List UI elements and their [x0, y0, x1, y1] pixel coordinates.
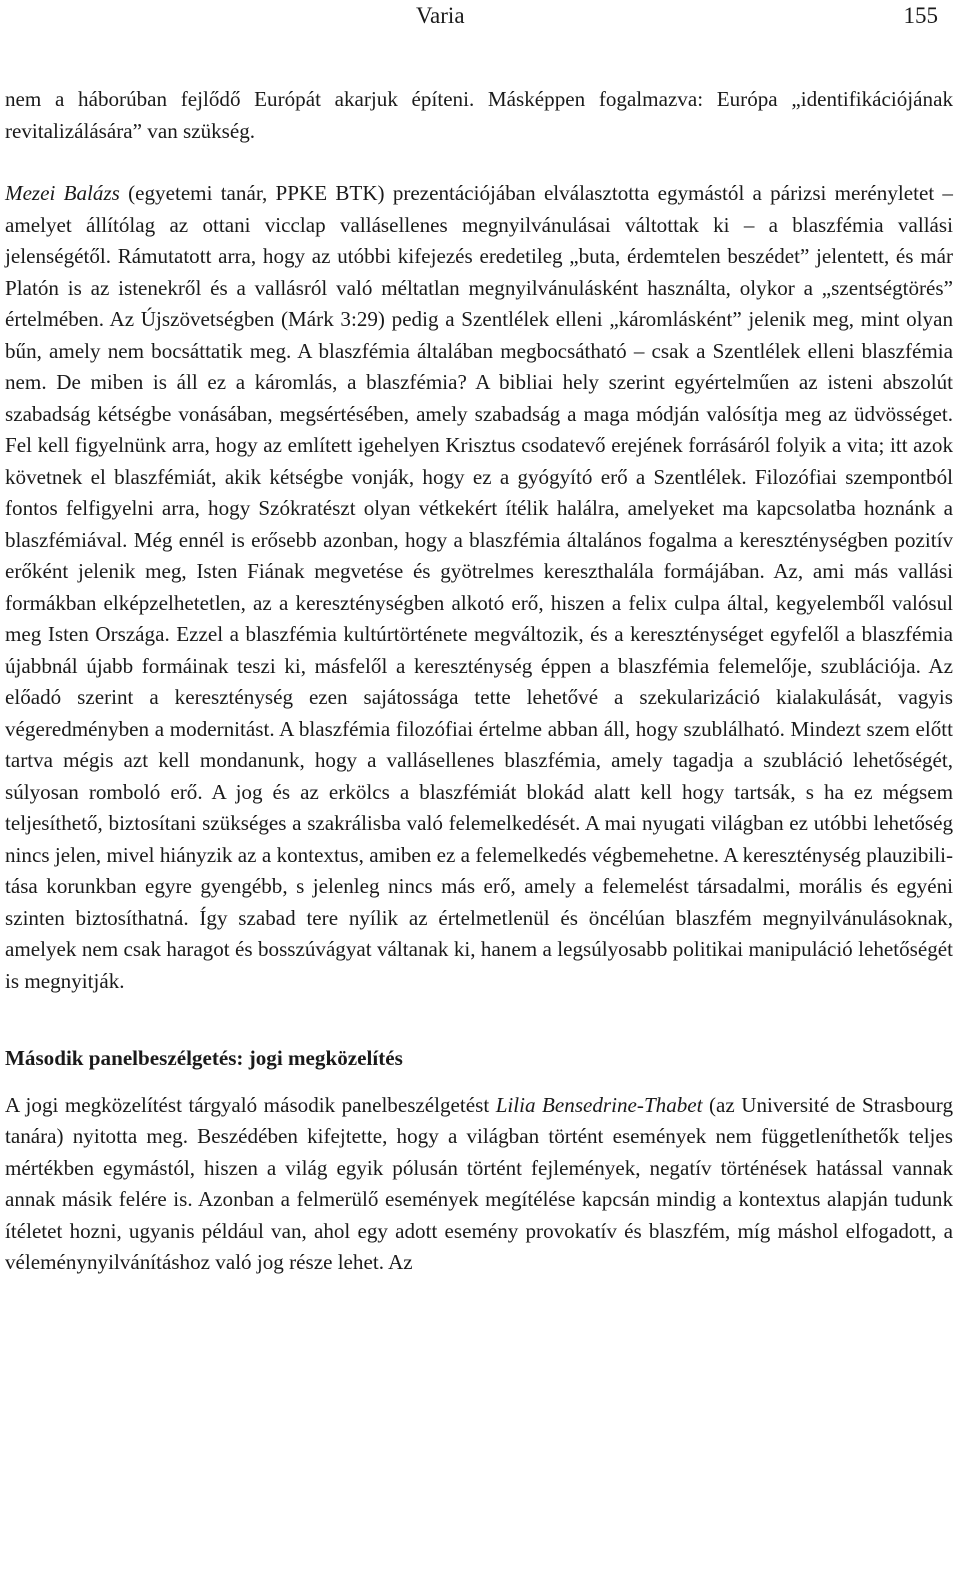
paragraph-continuation: [5, 84, 953, 147]
running-title: Varia: [416, 3, 465, 28]
paragraph-text: (egyetemi tanár, PPKE BTK) prezentációjában elválasztotta egymástól a párizsi merényletet – amelyet állítólag az ottani vicclap vallásellenes megnyilvánulásai váltottak ki – a blaszfémia vallási jelenségétől. Rámutatott arra, hogy az utóbbi kifejezés eredetileg „buta, érdemtelen beszédet” jelentett, és már Platón is az istenekről és a vallásról való méltatlan megnyilvánulásként használta, olykor a „szentségtörés” értelmében. Az Újszövetségben (Márk 3:29) pedig a Szentlélek elleni „káromlásként” jelenik meg, mint olyan bűn, amely nem bocsáttatik meg. A blaszfémia általában megbocsátható – csak a Szentlélek elleni blaszfémia nem. De miben is áll ez a káromlás, a blaszfémia? A bibliai hely szerint egyértelműen az isteni abszolút szabadság kétségbe vonásában, megsértésében, amely szabadság a maga módján valósítja meg az üdvösséget. Fel kell figyelnünk arra, hogy az említett igehelyen Krisztus csodatevő erejének forrásáról folyik a vita; itt azok követnek el blaszfémiát, akik kétségbe vonják, hogy ez a gyógyító erő a Szentlélek. Filozófiai szempontból fontos felfigyelni arra, hogy Szókratészt olyan vétkekért ítélik halálra, amelyeket ma kapcsolatba hoznánk a blaszfémiával. Még ennél is erősebb azonban, hogy a blaszfémia általános fogalma a kereszténységben pozitív erőként jelenik meg, Isten Fiának megvetése és gyötrelmes kereszthalála formájában. Az, ami más vallási formákban elképzelhetetlen, az a kereszténységben alkotó erő, hiszen a felix culpa által, kegyelemből valósul meg Isten Országa. Ezzel a blaszfémia kultúrtörténete megváltozik, és a kereszténységet egyfelől a blaszfémia újabbnál újabb formáinak teszi ki, másfelől a kereszténység éppen a blaszfémia felemelője, szublációja. Az előadó szerint a kereszténység ezen sajátossága tette lehetővé a szekularizáció kialakulását, vagyis végeredményben a modernitást. A blaszfémia filozófiai értelme abban áll, hogy szublálható. Mindezt szem előtt tartva mégis azt kell mondanunk, hogy a vallásellenes blaszfémia, amely tagadja a szubláció lehetőségét, súlyosan romboló erő. A jog és az erkölcs a blaszfémiát blokád alatt kell hogy tartsák, s ha ez mégsem teljesíthető, biztosítani szükséges a szakrálisba való felemelkedését. A mai nyugati világban ez utóbbi lehetőség nincs jelen, mivel hiányzik az a kontextus, amiben ez a felemelkedés végbemehetne. A kereszténység plauzibilitása korunkban egyre gyengébb, s jelenleg nincs más erő, amely a felemelést társadalmi, morális és egyéni szinten biztosíthatná. Így szabad tere nyílik az értelmetlenül és öncélúan blaszfém megnyilvánulásoknak, amelyek nem csak haragot és bosszúvágyat váltanak ki, hanem a legsúlyosabb politikai manipuláció lehetőségét is megnyitják.: [5, 181, 953, 993]
page-number: 155: [903, 3, 938, 28]
heading-spacer: [5, 997, 953, 1043]
paragraph-bensedrine: [5, 1090, 953, 1279]
paragraph-text: (az Université de Strasbourg tanára) nyitotta meg. Beszédében kifejtette, hogy a világban történt események nem függetleníthetők teljes mértékben egymástól, hiszen a világ egyik pólusán történt fejlemények, negatív történések hatással vannak annak másik felére is. Azonban a felmerülő események megítélése kapcsán mindig a kontextus alapján tudunk ítéletet hozni, ugyanis például van, ahol egy adott esemény provokatív és blaszfém, míg máshol elfogadott, a véleménynyilvánításhoz való jog része lehet. Az: [5, 1092, 953, 1274]
paragraph-mezei: [5, 178, 953, 997]
heading-spacer: [5, 1075, 953, 1090]
paragraph-spacer: [5, 147, 953, 178]
speaker-name: Lilia Bensedrine-Thabet: [495, 1092, 703, 1117]
paragraph-text: A jogi megközelítést tárgyaló második panelbeszélgetést: [5, 1092, 496, 1117]
section-heading: Második panelbeszélgetés: jogi megközelítés: [5, 1046, 403, 1070]
speaker-name: Mezei Balázs: [5, 181, 120, 205]
body-text: [5, 84, 953, 1279]
running-head: [0, 0, 960, 34]
paragraph-text: nem a háborúban fejlődő Európát akarjuk építeni. Másképpen fogalmazva: Európa „identifikációjának revitalizálására” van szükség.: [5, 87, 953, 143]
